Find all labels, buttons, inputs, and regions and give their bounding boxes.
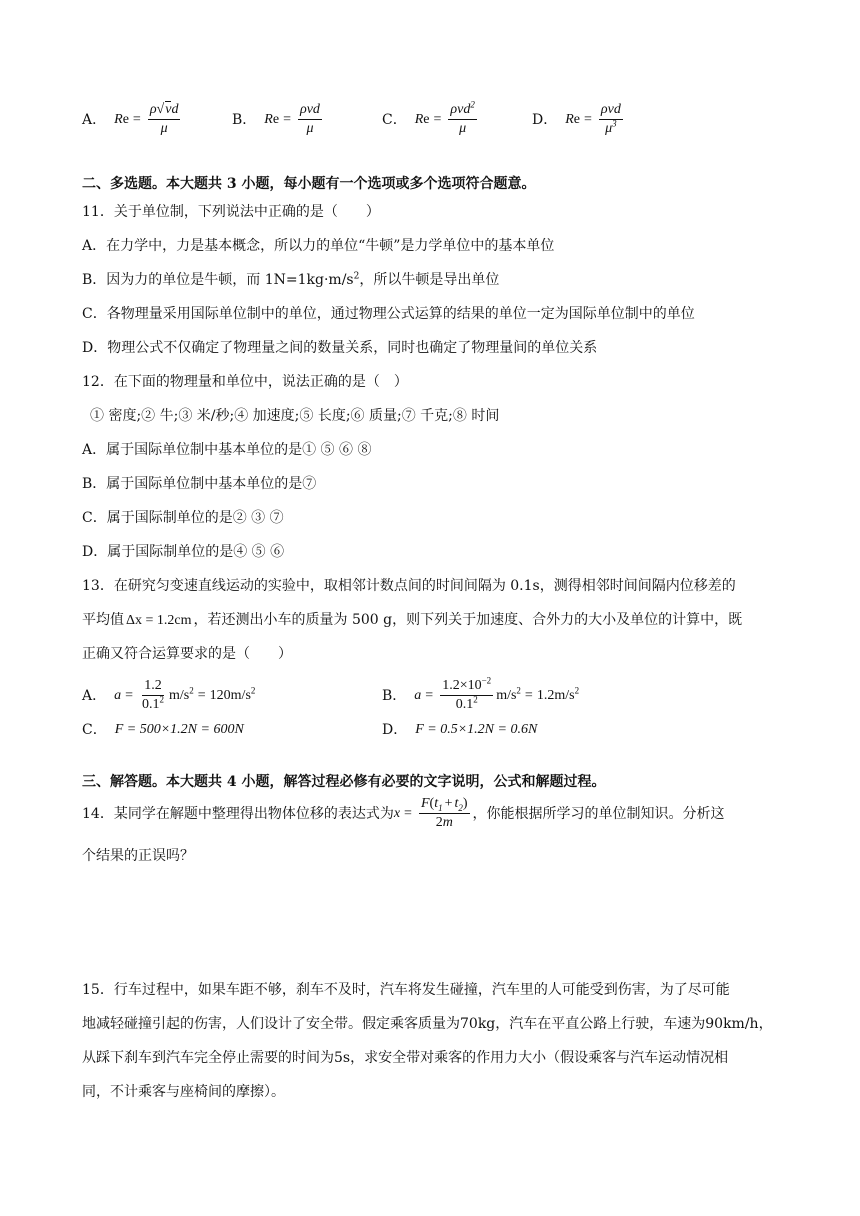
option-label: B． xyxy=(232,111,257,128)
q10-option-a xyxy=(82,102,183,137)
q14-stem-line2: 个结果的正误吗？ xyxy=(82,848,194,864)
q13-stem-line3: 正确又符合运算要求的是（ ） xyxy=(82,646,292,662)
formula-q14: x = $\frac{F(t_1 + t_2)}{2m}$ xyxy=(393,796,468,830)
formula-q13-b: a = $\frac{1.2\times 10^{-2}}{0.1^2}$ $m/s^2$ = $1.2m/s^2$ xyxy=(414,675,580,712)
q12-option-c: C．属于国际制单位的是② ③ ⑦ xyxy=(82,510,284,526)
q13-option-d xyxy=(382,720,537,740)
q11-option-b: B．因为力的单位是牛顿，而 $1N=1kg\cdot m/s^2$，所以牛顿是导出单位 xyxy=(82,271,500,288)
q13-option-a xyxy=(82,678,255,713)
formula-q13-d: F = 0.5×1.2N = 0.6N xyxy=(415,722,538,737)
q13-stem-line1: 13．在研究匀变速直线运动的实验中，取相邻计数点间的时间间隔为 0.1s，测得相邻时间间隔内位移差的 xyxy=(82,578,736,594)
q13-line2-pre: 平均值 xyxy=(82,612,124,628)
q11-option-b-pre: B．因为力的单位是牛顿，而 1N=1kg·m/s xyxy=(82,272,354,288)
option-label: B． xyxy=(382,687,407,704)
formula-q13-a: a = $\frac{1.2}{0.1^2}$ $m/s^2$ = $120m/s^2$ xyxy=(114,678,256,712)
q11-option-a: A．在力学中，力是基本概念，所以力的单位“牛顿”是力学单位中的基本单位 xyxy=(82,238,555,254)
q14-pre: 14．某同学在解题中整理得出物体位移的表达式为 xyxy=(82,805,394,822)
q11-option-b-post: ，所以牛顿是导出单位 xyxy=(359,272,500,288)
option-label: A． xyxy=(82,687,107,704)
section-2-heading: 二、多选题。本大题共 3 小题，每小题有一个选项或多个选项符合题意。 xyxy=(82,176,536,192)
formula-c: R e = $\frac{\rho vd^2}{\mu}$ xyxy=(414,99,475,136)
q15-line3: 从踩下刹车到汽车完全停止需要的时间为5s，求安全带对乘客的作用力大小（假设乘客与汽车运动情况相 xyxy=(82,1050,729,1066)
option-label: D． xyxy=(382,722,408,738)
q10-option-c xyxy=(382,99,480,137)
q10-option-d xyxy=(532,102,626,137)
q10-option-b xyxy=(232,102,325,137)
formula-b: R e = $\frac{\text{ρvd}}{\mu}$ xyxy=(264,102,320,136)
q13-option-b xyxy=(382,675,580,713)
q12-items: ① 密度;② 牛;③ 米/秒;④ 加速度;⑤ 长度;⑥ 质量;⑦ 千克;⑧ 时间 xyxy=(90,408,500,424)
option-label: C． xyxy=(382,111,407,128)
q13-option-c xyxy=(82,720,244,740)
q12-option-b: B．属于国际单位制中基本单位的是⑦ xyxy=(82,476,317,492)
q11-option-d: D．物理公式不仅确定了物理量之间的数量关系，同时也确定了物理量间的单位关系 xyxy=(82,340,598,356)
q15-line1: 15．行车过程中，如果车距不够，刹车不及时，汽车将发生碰撞，汽车里的人可能受到伤害，为了尽可能 xyxy=(82,982,730,998)
option-label: D． xyxy=(532,111,558,128)
q12-option-a: A．属于国际单位制中基本单位的是① ⑤ ⑥ ⑧ xyxy=(82,442,372,458)
section-3-heading: 三、解答题。本大题共 4 小题，解答过程必修有必要的文字说明，公式和解题过程。 xyxy=(82,774,606,790)
option-label: A． xyxy=(82,111,107,128)
q14-stem-line1 xyxy=(82,796,725,831)
q12-stem: 12．在下面的物理量和单位中，说法正确的是（ ） xyxy=(82,374,408,390)
q13-stem-line2 xyxy=(82,610,742,631)
formula-a: R e = $\frac{\rho√vd}{\mu}$ xyxy=(114,102,179,136)
q14-post: ，你能根据所学习的单位制知识。分析这 xyxy=(472,805,725,822)
q15-line4: 同，不计乘客与座椅间的摩擦）。 xyxy=(82,1084,285,1100)
q13-line2-post: ，若还测出小车的质量为 500 g，则下列关于加速度、合外力的大小及单位的计算中，既 xyxy=(193,612,743,628)
formula-q13-c: F = 500×1.2N = 600N xyxy=(114,722,244,737)
formula-d: R e = $\frac{\text{ρvd}}{\mu^3}$ xyxy=(565,102,621,136)
q15-line2: 地减轻碰撞引起的伤害，人们设计了安全带。假定乘客质量为70kg，汽车在平直公路上行驶，车速为90km/h， xyxy=(82,1016,773,1032)
option-label: C． xyxy=(82,722,107,738)
q11-option-c: C．各物理量采用国际单位制中的单位，通过物理公式运算的结果的单位一定为国际单位制中的单位 xyxy=(82,306,695,322)
q12-option-d: D．属于国际制单位的是④ ⑤ ⑥ xyxy=(82,544,285,560)
q11-stem: 11．关于单位制，下列说法中正确的是（ ） xyxy=(82,204,380,220)
q13-delta-x: Δx = 1.2cm xyxy=(126,613,192,628)
